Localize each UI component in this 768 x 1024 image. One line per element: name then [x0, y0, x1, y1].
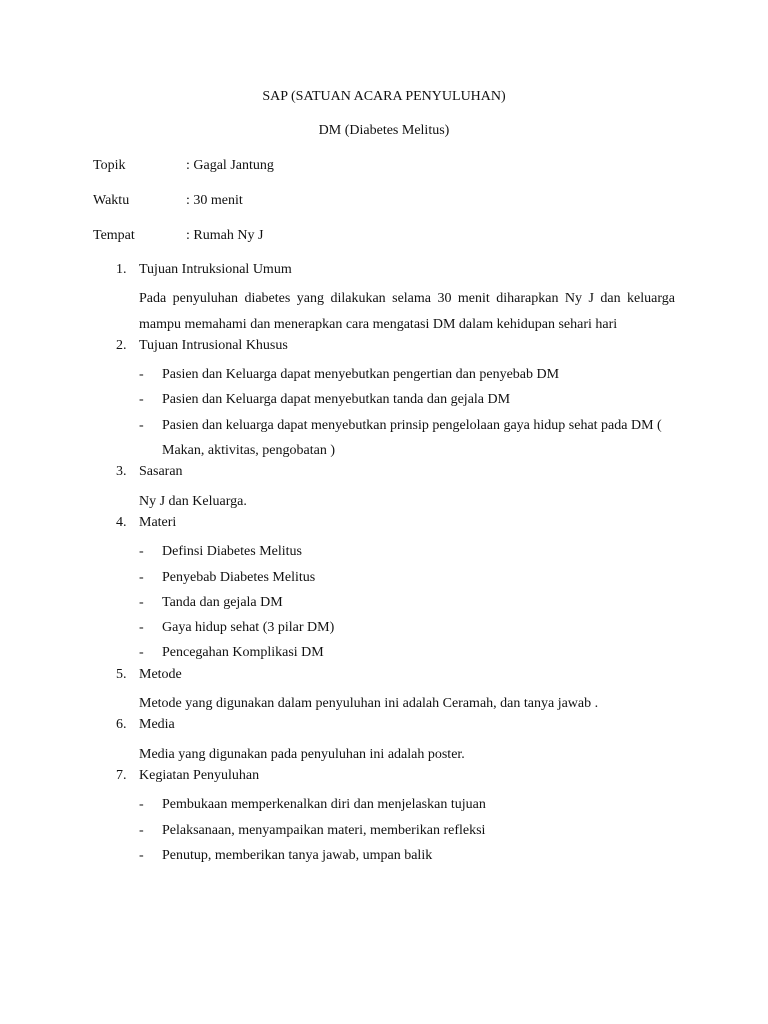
- section-number: 4.: [116, 514, 127, 530]
- bullet-text: Pencegahan Komplikasi DM: [162, 645, 324, 661]
- list-item: [0, 640, 768, 665]
- section-metode: [0, 666, 768, 717]
- bullet-text: Pasien dan keluarga dapat menyebutkan prinsip pengelolaan gaya hidup sehat pada DM ( Makan, aktivitas, pengobatan ): [162, 417, 662, 459]
- bullet-dash: -: [139, 417, 144, 433]
- section-title: Tujuan Intrusional Khusus: [139, 337, 288, 353]
- section-paragraph: Pada penyuluhan diabetes yang dilakukan selama 30 menit diharapkan Ny J dan keluarga mampu memahami dan menerapkan cara mengatasi DM dalam kehidupan sehari hari: [139, 291, 675, 332]
- list-item: [0, 843, 768, 868]
- bullet-dash: -: [139, 392, 144, 408]
- list-item: [0, 387, 768, 412]
- section-title: Media: [139, 717, 175, 733]
- section-number: 5.: [116, 666, 127, 682]
- bullet-text: Definsi Diabetes Melitus: [162, 544, 302, 560]
- bullet-text: Penyebab Diabetes Melitus: [162, 569, 316, 585]
- bullet-text: Penutup, memberikan tanya jawab, umpan balik: [162, 847, 433, 863]
- meta-value: : Rumah Ny J: [186, 228, 264, 243]
- list-item: [0, 615, 768, 640]
- section-title: Sasaran: [139, 464, 183, 480]
- bullet-text: Pasien dan Keluarga dapat menyebutkan pengertian dan penyebab DM: [162, 367, 560, 383]
- section-title: Kegiatan Penyuluhan: [139, 767, 260, 783]
- section-list: [0, 261, 768, 868]
- meta-label: Tempat: [93, 228, 135, 243]
- meta-value: : Gagal Jantung: [186, 158, 274, 173]
- bullet-dash: -: [139, 594, 144, 610]
- meta-value: : 30 menit: [186, 193, 243, 208]
- list-item: [0, 565, 768, 590]
- bullet-dash: -: [139, 544, 144, 560]
- section-kegiatan: [0, 767, 768, 868]
- section-number: 1.: [116, 262, 127, 277]
- bullet-dash: -: [139, 847, 144, 863]
- section-paragraph: Metode yang digunakan dalam penyuluhan ini adalah Ceramah, dan tanya jawab .: [139, 696, 599, 712]
- meta-label: Waktu: [93, 193, 130, 208]
- list-item: [0, 590, 768, 615]
- bullet-dash: -: [139, 569, 144, 585]
- bullet-text: Pelaksanaan, menyampaikan materi, memberikan refleksi: [162, 822, 486, 838]
- section-number: 2.: [116, 337, 127, 353]
- section-title: Metode: [139, 666, 182, 682]
- bullet-text: Pembukaan memperkenalkan diri dan menjelaskan tujuan: [162, 797, 486, 813]
- section-materi: [0, 514, 768, 666]
- document-subtitle: DM (Diabetes Melitus): [318, 123, 450, 138]
- bullet-dash: -: [139, 620, 144, 636]
- bullet-dash: -: [139, 797, 144, 813]
- bullet-text: Tanda dan gejala DM: [162, 594, 283, 610]
- bullet-dash: -: [139, 822, 144, 838]
- section-number: 3.: [116, 464, 127, 480]
- bullet-dash: -: [139, 367, 144, 383]
- list-item: [0, 413, 768, 464]
- section-tujuan-umum: [0, 261, 768, 337]
- section-paragraph: Ny J dan Keluarga.: [139, 493, 247, 509]
- section-sasaran: [0, 463, 768, 514]
- section-paragraph: Media yang digunakan pada penyuluhan ini adalah poster.: [139, 746, 465, 762]
- bullet-text: Pasien dan Keluarga dapat menyebutkan tanda dan gejala DM: [162, 392, 511, 408]
- section-title: Tujuan Intruksional Umum: [139, 262, 292, 277]
- list-item: [0, 362, 768, 387]
- section-title: Materi: [139, 514, 177, 530]
- bullet-dash: -: [139, 645, 144, 661]
- section-number: 7.: [116, 767, 127, 783]
- section-number: 6.: [116, 717, 127, 733]
- list-item: [0, 792, 768, 817]
- section-media: [0, 716, 768, 767]
- document-title: SAP (SATUAN ACARA PENYULUHAN): [262, 89, 506, 104]
- list-item: [0, 539, 768, 564]
- list-item: [0, 818, 768, 843]
- meta-label: Topik: [93, 158, 126, 173]
- bullet-text: Gaya hidup sehat (3 pilar DM): [162, 620, 335, 636]
- section-tujuan-khusus: [0, 337, 768, 463]
